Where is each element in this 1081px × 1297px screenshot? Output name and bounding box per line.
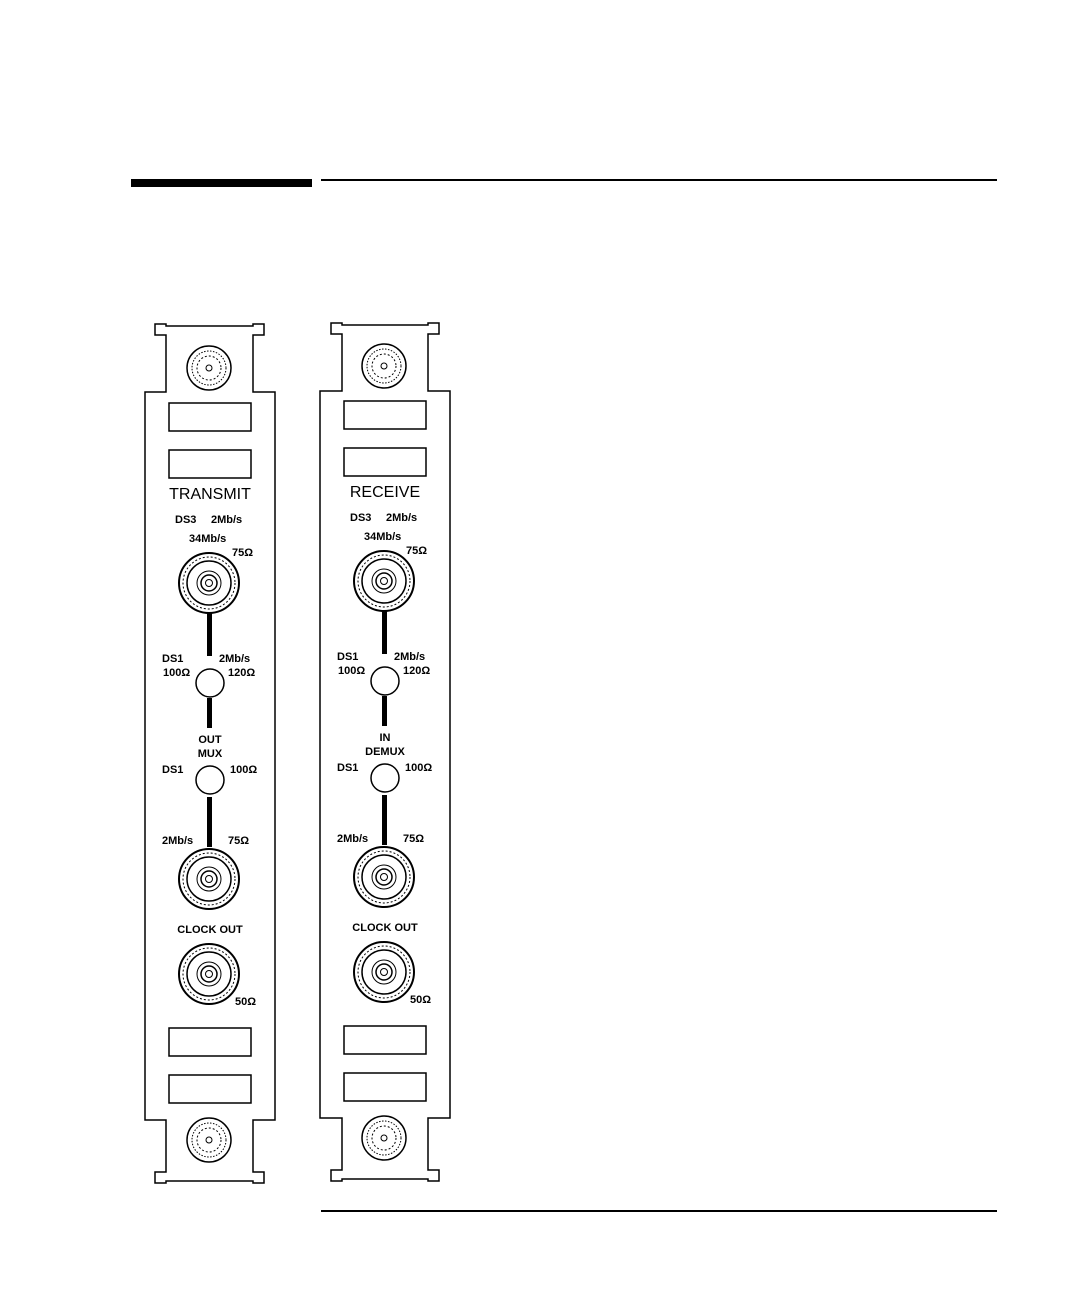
label-window (344, 448, 426, 476)
connector-link (207, 698, 212, 728)
label-100-ohm-mux: 100Ω (230, 764, 258, 776)
bnc-connector-mux (179, 849, 239, 909)
label-ds3: DS3 (175, 514, 197, 526)
bnc-connector-clock (179, 944, 239, 1004)
label-34mbs: 34Mb/s (364, 531, 402, 543)
label-window (169, 1075, 251, 1103)
balanced-connector (371, 667, 399, 695)
label-2mbs-balanced: 2Mb/s (219, 653, 251, 665)
mode-label-1: IN (379, 732, 391, 744)
bottom-mounting-screw (362, 1116, 406, 1160)
panel-title: TRANSMIT (169, 486, 251, 503)
connector-link (382, 611, 387, 654)
label-100-ohm: 100Ω (338, 665, 366, 677)
mode-label-2: MUX (197, 748, 223, 760)
connector-link (207, 797, 212, 847)
label-window (169, 1028, 251, 1056)
label-2mbs: 2Mb/s (211, 514, 243, 526)
mode-label-1: OUT (198, 734, 222, 746)
bnc-connector-clock (354, 942, 414, 1002)
label-75-ohm-mux: 75Ω (228, 835, 250, 847)
bnc-connector-demux (354, 847, 414, 907)
label-2mbs-balanced: 2Mb/s (394, 651, 426, 663)
demux-connector (371, 764, 399, 792)
label-120-ohm: 120Ω (228, 667, 256, 679)
top-mounting-screw (187, 346, 231, 390)
bnc-connector-main (179, 553, 239, 613)
top-mounting-screw (362, 344, 406, 388)
connector-link (382, 795, 387, 845)
label-ds3: DS3 (350, 512, 372, 524)
label-ds1: DS1 (337, 651, 359, 663)
label-window (344, 1073, 426, 1101)
mux-connector (196, 766, 224, 794)
clock-out-label: CLOCK OUT (177, 924, 243, 936)
label-100-ohm: 100Ω (163, 667, 191, 679)
label-50-ohm: 50Ω (235, 996, 257, 1008)
label-50-ohm: 50Ω (410, 994, 432, 1006)
bnc-connector-main (354, 551, 414, 611)
label-window (169, 403, 251, 431)
mode-label-2: DEMUX (365, 746, 405, 758)
label-ds1: DS1 (162, 653, 184, 665)
label-window (344, 1026, 426, 1054)
label-ds1-demux: DS1 (337, 762, 359, 774)
label-120-ohm: 120Ω (403, 665, 431, 677)
bottom-mounting-screw (187, 1118, 231, 1162)
clock-out-label: CLOCK OUT (352, 922, 418, 934)
connector-link (207, 613, 212, 656)
label-100-ohm-demux: 100Ω (405, 762, 433, 774)
label-window (169, 450, 251, 478)
label-2mbs: 2Mb/s (386, 512, 418, 524)
label-34mbs: 34Mb/s (189, 533, 227, 545)
label-75-ohm: 75Ω (406, 545, 428, 557)
label-75-ohm-demux: 75Ω (403, 833, 425, 845)
label-ds1-mux: DS1 (162, 764, 184, 776)
label-2mbs-mux: 2Mb/s (162, 835, 194, 847)
connector-link (382, 696, 387, 726)
receive-panel (320, 323, 450, 1181)
label-2mbs-demux: 2Mb/s (337, 833, 369, 845)
label-75-ohm: 75Ω (232, 547, 254, 559)
panel-title: RECEIVE (349, 484, 421, 501)
balanced-connector (196, 669, 224, 697)
transmit-panel (145, 324, 275, 1183)
label-window (344, 401, 426, 429)
